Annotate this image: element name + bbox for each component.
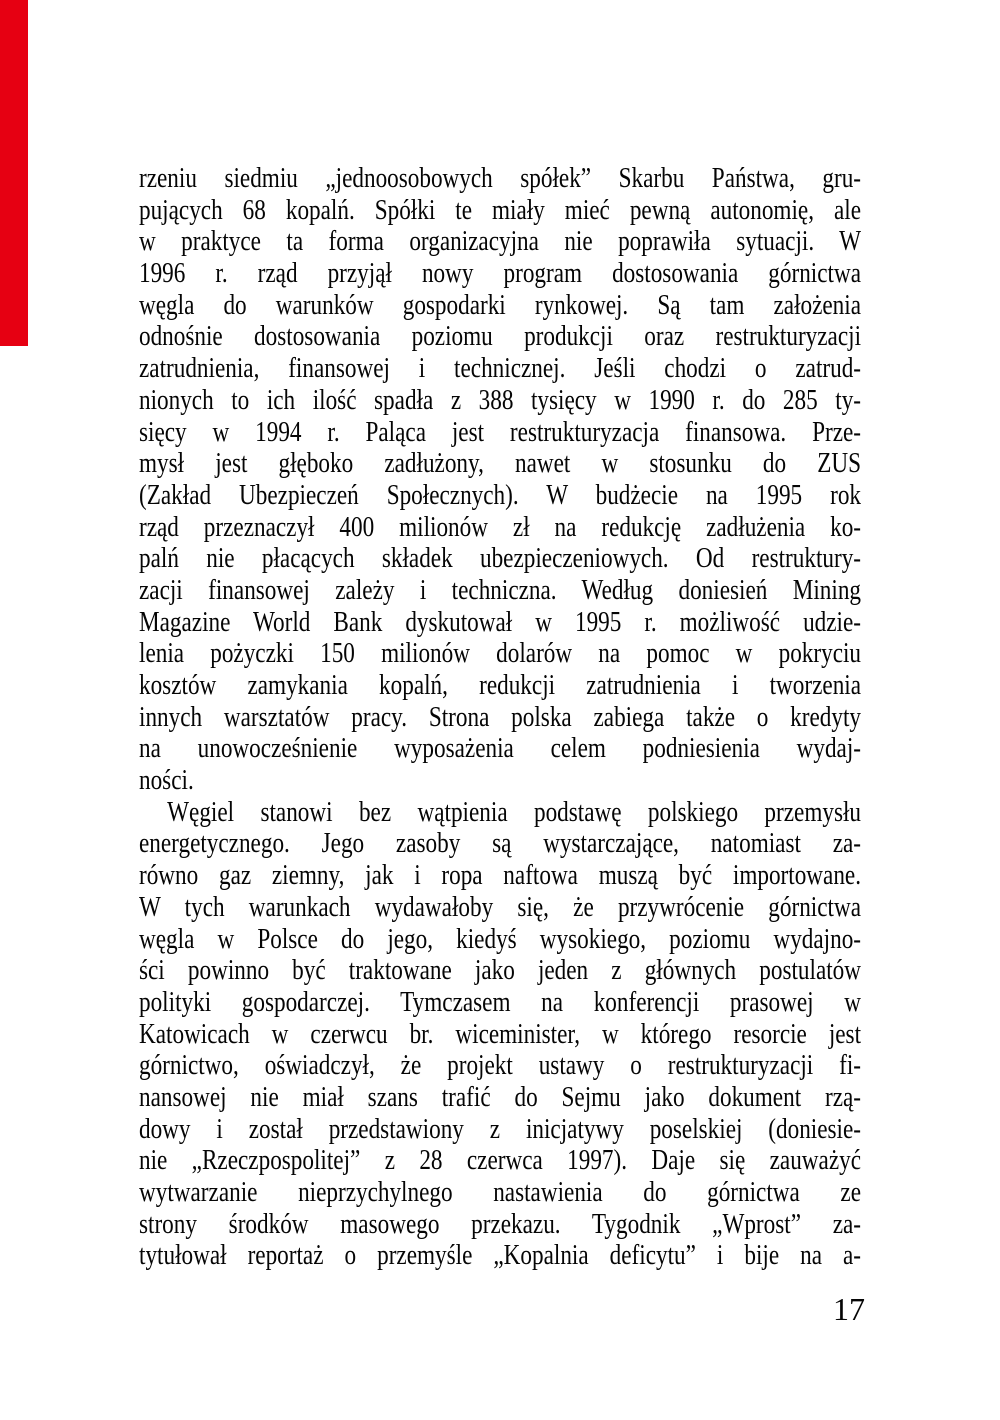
text-line: rzeniu siedmiu „jednoosobowych spółek” Skarbu Państwa, gru- — [139, 163, 862, 194]
text-line: kosztów zamykania kopalń, redukcji zatrudnienia i tworzenia — [139, 670, 862, 701]
text-line: w praktyce ta forma organizacyjna nie poprawiła sytuacji. W — [139, 226, 862, 258]
text-line: nansowej nie miał szans trafić do Sejmu jako dokument rzą- — [139, 1081, 862, 1113]
text-line: ności. — [139, 765, 194, 797]
text-line: nie „Rzeczpospolitej” z 28 czerwca 1997). Daje się zauważyć — [139, 1145, 862, 1177]
text-line: polityki gospodarczej. Tymczasem na konferencji prasowej w — [139, 986, 862, 1018]
text-line: Węgiel stanowi bez wątpienia podstawę polskiego przemysłu — [167, 796, 862, 828]
text-line: sięcy w 1994 r. Paląca jest restrukturyzacja finansowa. Prze- — [139, 416, 862, 448]
body-text — [139, 163, 861, 1272]
text-line: ści powinno być traktowane jako jeden z głównych postulatów — [139, 955, 862, 987]
red-page-edge-stain — [0, 0, 28, 346]
text-line: górnictwo, oświadczył, że projekt ustawy o restrukturyzacji fi- — [139, 1050, 862, 1082]
text-line: pujących 68 kopalń. Spółki te miały mieć pewną autonomię, ale — [139, 194, 862, 226]
text-line: W tych warunkach wydawałoby się, że przywrócenie górnictwa — [139, 891, 862, 923]
text-line: lenia pożyczki 150 milionów dolarów na pomoc w pokryciu — [139, 638, 862, 670]
text-line: odnośnie dostosowania poziomu produkcji oraz restrukturyzacji — [139, 321, 862, 353]
text-line: nionych to ich ilość spadła z 388 tysięcy w 1990 r. do 285 ty- — [139, 384, 862, 416]
text-line: (Zakład Ubezpieczeń Społecznych). W budżecie na 1995 rok — [139, 479, 862, 511]
text-line: węgla do warunków gospodarki rynkowej. Są tam założenia — [139, 289, 862, 321]
text-line: tytułował reportaż o przemyśle „Kopalnia deficytu” i bije na a- — [139, 1240, 862, 1272]
text-line: Katowicach w czerwcu br. wiceminister, w którego resorcie jest — [139, 1018, 862, 1050]
text-line: mysł jest głęboko zadłużony, nawet w stosunku do ZUS — [139, 448, 862, 480]
text-line: wytwarzanie nieprzychylnego nastawienia do górnictwa ze — [139, 1177, 862, 1208]
text-line: rząd przeznaczył 400 milionów zł na redukcję zadłużenia ko- — [139, 511, 862, 543]
text-line: węgla w Polsce do jego, kiedyś wysokiego, poziomu wydajno- — [139, 923, 862, 955]
text-line: 1996 r. rząd przyjął nowy program dostosowania górnictwa — [139, 258, 862, 290]
text-line: na unowocześnienie wyposażenia celem podniesienia wydaj- — [139, 733, 862, 765]
page-number: 17 — [833, 1291, 865, 1327]
text-line: energetycznego. Jego zasoby są wystarczające, natomiast za- — [139, 828, 862, 860]
text-line: zacji finansowej zależy i techniczna. Według doniesień Mining — [139, 574, 862, 606]
text-line: palń nie płacących składek ubezpieczeniowych. Od restruktury- — [139, 543, 862, 575]
text-line: równo gaz ziemny, jak i ropa naftowa muszą być importowane. — [139, 860, 862, 892]
text-line: dowy i został przedstawiony z inicjatywy poselskiej (doniesie- — [139, 1113, 862, 1145]
text-line: zatrudnienia, finansowej i technicznej. Jeśli chodzi o zatrud- — [139, 353, 862, 385]
text-line: strony środków masowego przekazu. Tygodnik „Wprost” za- — [139, 1208, 862, 1240]
text-line: innych warsztatów pracy. Strona polska zabiega także o kredyty — [139, 701, 862, 733]
text-line: Magazine World Bank dyskutował w 1995 r. możliwość udzie- — [139, 606, 862, 638]
